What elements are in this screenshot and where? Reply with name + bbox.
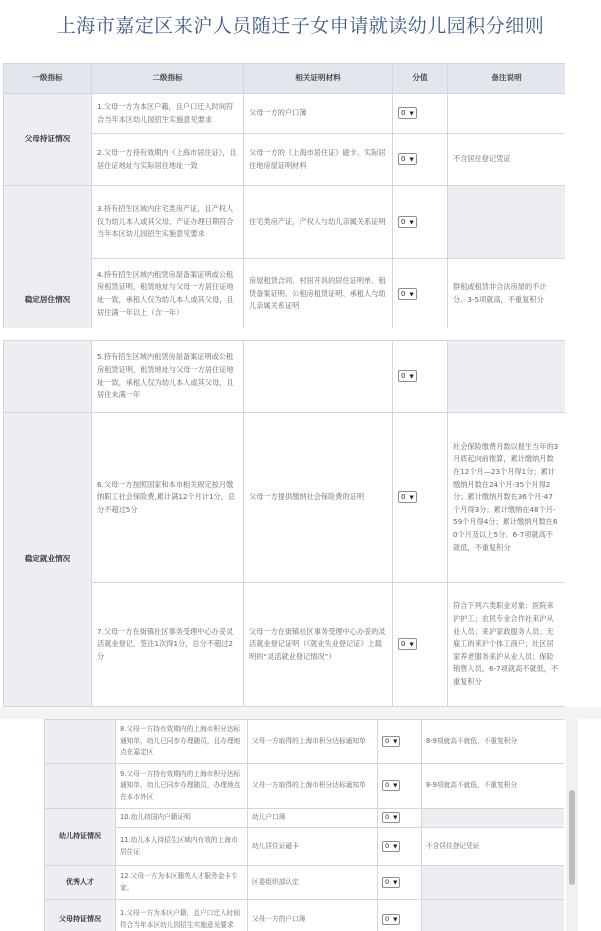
score-cell: [378, 900, 422, 931]
note-text: 社会保险缴费月数以报生当年的3月底起向前推算，累计缴纳月数在12个月—23个月得1分；累计缴纳月数在24个月-35个月得2分；累计缴纳月数在36个月-47个月得3分；累计缴纳在48个月-59个月得4分；累计缴纳月数在60个月及以上5分。6-7项就高不就低，不重复积分: [448, 413, 566, 583]
score-select[interactable]: 0 ▼: [382, 914, 400, 925]
right-margin: [578, 719, 601, 931]
table-row: [45, 900, 565, 931]
page-title: 上海市嘉定区来沪人员随迁子女申请就读幼儿园积分细则: [56, 15, 545, 37]
category-housing: 稳定居住情况: [4, 186, 92, 329]
item-text: 9.父母一方持有效期内的上海市积分达标通知单，幼儿已同步办理随员，办理地点在本市外区: [116, 764, 248, 809]
chevron-down-icon: ▼: [393, 843, 398, 850]
score-cell: [378, 809, 422, 828]
item-text: 3.持有招生区域内住宅类房产证，且产权人仅为幼儿本人或其父母，产证办理日期符合当年本区幼儿园招生实施意见要求: [92, 186, 244, 259]
category-child-cert: 幼儿持证情况: [45, 809, 116, 866]
item-text: 1.父母一方为本区户籍，且户口迁入时间符合当年本区幼儿园招生实施意见要求: [116, 900, 248, 931]
score-cell: [393, 94, 448, 134]
score-cell: [393, 186, 448, 259]
category-parent-cert: 父母持证情况: [4, 94, 92, 186]
score-select[interactable]: 0 ▼: [398, 370, 417, 382]
table-block-1: [3, 63, 565, 328]
evidence-text: 父母一方的《上海市居住证》磁卡、实际居住地房屋证明材料: [244, 134, 393, 186]
score-select[interactable]: 0 ▼: [398, 638, 417, 650]
category-cell: [4, 341, 92, 413]
score-select[interactable]: 0 ▼: [382, 877, 400, 888]
note-cell: [422, 866, 565, 900]
score-select[interactable]: 0 ▼: [398, 288, 417, 300]
note-cell: [422, 809, 565, 828]
evidence-text: 父母一方取得的上海市积分达标通知单: [248, 764, 378, 809]
note-text: 不含居住登记凭证: [448, 134, 566, 186]
chevron-down-icon: ▼: [409, 495, 414, 502]
chevron-down-icon: ▼: [393, 916, 398, 923]
score-cell: [393, 583, 448, 707]
score-cell: [393, 341, 448, 413]
table-row: [4, 341, 566, 413]
category-employment: 稳定就业情况: [4, 413, 92, 707]
score-cell: [393, 134, 448, 186]
item-text: 4.持有招生区域内租赁房屋备案证明或公租房租赁证明，租赁地址与父母一方居住证地址一致，承租人仅为幼儿本人或其父母，且居住满一年以上（含一年）: [92, 259, 244, 329]
note-cell: [448, 186, 566, 259]
header-note: 备注说明: [448, 64, 566, 94]
header-score: 分值: [393, 64, 448, 94]
evidence-text: 幼儿户口簿: [248, 809, 378, 828]
item-text: 1.父母一方为本区户籍，且户口迁入时间符合当年本区幼儿园招生实施意见要求: [92, 94, 244, 134]
score-select[interactable]: 0 ▼: [382, 841, 400, 852]
table-block-2: [3, 340, 565, 708]
table-row: [45, 764, 565, 809]
chevron-down-icon: ▼: [409, 291, 414, 298]
category-parent-cert-2: 父母持证情况: [45, 900, 116, 931]
evidence-text: 父母一方的户口簿: [248, 900, 378, 931]
evidence-text: 住宅类房产证，产权人与幼儿亲属关系证明: [244, 186, 393, 259]
score-table-top: [3, 63, 565, 328]
chevron-down-icon: ▼: [393, 879, 398, 886]
table-row: [45, 866, 565, 900]
category-cell: [45, 720, 116, 764]
note-cell: [448, 341, 566, 413]
item-text: 7.父母一方在街镇社区事务受理中心办妥灵活就业登记，签注1次得1分，总分不超过2分: [92, 583, 244, 707]
evidence-text: 父母一方取得的上海市积分达标通知单: [248, 720, 378, 764]
item-text: 6.父母一方按照国家和本市相关规定按月缴纳职工社会保险费,累计满12个月计1分，总分不超过5分: [92, 413, 244, 583]
note-text: 8-9项就高不就低，不重复积分: [422, 764, 565, 809]
table-row: [4, 186, 566, 259]
category-talent: 优秀人才: [45, 866, 116, 900]
chevron-down-icon: ▼: [409, 219, 414, 226]
chevron-down-icon: ▼: [393, 738, 398, 745]
chevron-down-icon: ▼: [409, 374, 414, 381]
table-row: [4, 413, 566, 583]
chevron-down-icon: ▼: [393, 815, 398, 822]
section-gap: [0, 707, 601, 719]
evidence-text: 父母一方的户口簿: [244, 94, 393, 134]
score-cell: [393, 413, 448, 583]
score-cell: [378, 828, 422, 866]
chevron-down-icon: ▼: [409, 642, 414, 649]
chevron-down-icon: ▼: [409, 111, 414, 118]
evidence-text: 父母一方提供缴纳社会保险费的证明: [244, 413, 393, 583]
score-cell: [378, 866, 422, 900]
note-cell: [448, 94, 566, 134]
score-select[interactable]: 0 ▼: [382, 736, 400, 747]
header-level2: 二级指标: [92, 64, 244, 94]
category-cell: [45, 764, 116, 809]
table-block-3: [44, 719, 564, 931]
table-row: [45, 720, 565, 764]
score-select[interactable]: 0 ▼: [382, 780, 400, 791]
score-select[interactable]: 0 ▼: [382, 812, 400, 823]
header-evidence: 相关证明材料: [244, 64, 393, 94]
note-cell: [422, 900, 565, 931]
evidence-cell: [244, 341, 393, 413]
score-select[interactable]: 0 ▼: [398, 491, 417, 503]
note-text: 不含居住登记凭证: [422, 828, 565, 866]
score-select[interactable]: 0 ▼: [398, 216, 417, 228]
evidence-text: 区委组织部认定: [248, 866, 378, 900]
score-cell: [378, 720, 422, 764]
item-text: 2.父母一方持有效期内《上海市居住证》，且居住证地址与实际居住地址一致: [92, 134, 244, 186]
item-text: 5.持有招生区域内租赁房屋备案证明或公租房租赁证明，租赁地址与父母一方居住证地址一致，承租人仅为幼儿本人或其父母，且居住未满一年: [92, 341, 244, 413]
evidence-text: 父母一方在街镇社区事务受理中心办妥的灵活就业登记证明（《就业失业登记证》上载明的“灵活就业登记情况”）: [244, 583, 393, 707]
score-table-middle: [3, 340, 565, 707]
evidence-text: 房屋租赁合同、村居开具的居住证明单、租赁备案证明、公租房租赁证明、承租人与幼儿亲属关系证明: [244, 259, 393, 329]
item-text: 12.父母一方为本区籍英人才服务金卡专家。: [116, 866, 248, 900]
score-table-bottom: [44, 719, 564, 931]
score-select[interactable]: 0 ▼: [398, 153, 417, 165]
note-text: 群租或租赁非合法房屋的不计分。3-5项就高，不重复积分: [448, 259, 566, 329]
evidence-text: 幼儿居住证磁卡: [248, 828, 378, 866]
score-cell: [378, 764, 422, 809]
table-row: [45, 809, 565, 828]
item-text: 10.幼儿持国内户籍证明: [116, 809, 248, 828]
chevron-down-icon: ▼: [409, 157, 414, 164]
score-cell: [393, 259, 448, 329]
table-row: [4, 94, 566, 134]
item-text: 8.父母一方持有效期内的上海市积分达标通知单，幼儿已同步办理随员，且办理地点在嘉定区: [116, 720, 248, 764]
header-level1: 一级指标: [4, 64, 92, 94]
item-text: 11.幼儿本人持招生区域内有效的上海市居住证: [116, 828, 248, 866]
note-text: 8-9项就高不就低，不重复积分: [422, 720, 565, 764]
chevron-down-icon: ▼: [393, 783, 398, 790]
note-text: 符合下列六类职业对象：医院来沪护工；农民专业合作社来沪从业人员；来沪家政服务人员；无雇工的来沪个体工商户；社区居家养老服务来沪从业人员；保险销售人员。6-7项就高不就低，不重复积分: [448, 583, 566, 707]
table-row: [45, 828, 565, 866]
scrollbar-thumb[interactable]: [569, 790, 575, 885]
score-select[interactable]: 0 ▼: [398, 107, 417, 119]
